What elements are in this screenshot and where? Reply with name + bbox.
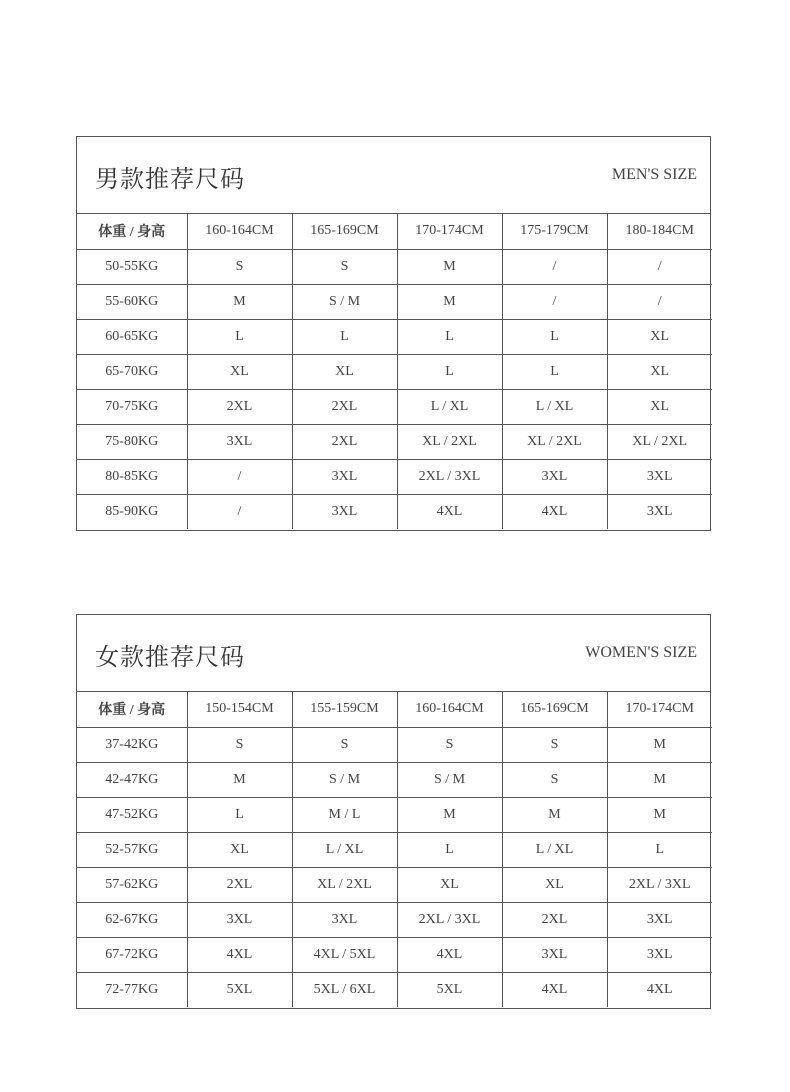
- table-row: [77, 319, 712, 354]
- size-cell: XL / 2XL: [397, 424, 502, 459]
- size-cell: S / M: [292, 284, 397, 319]
- size-cell: L / XL: [397, 389, 502, 424]
- size-cell: M: [607, 727, 712, 762]
- table-row: [77, 937, 712, 972]
- size-cell: 3XL: [292, 902, 397, 937]
- size-cell: 2XL / 3XL: [397, 902, 502, 937]
- size-cell: 3XL: [502, 459, 607, 494]
- size-cell: L: [397, 832, 502, 867]
- women-size-chart: [76, 614, 711, 1009]
- men-chart-title: 男款推荐尺码: [95, 165, 245, 193]
- women-chart-title: 女款推荐尺码: [95, 643, 245, 671]
- women-chart-subtitle: WOMEN'S SIZE: [585, 644, 697, 661]
- height-header: 155-159CM: [292, 692, 397, 727]
- header-row: [77, 692, 712, 727]
- size-cell: S / M: [292, 762, 397, 797]
- size-cell: /: [607, 284, 712, 319]
- men-chart-header: [77, 137, 710, 214]
- size-cell: L / XL: [502, 832, 607, 867]
- size-cell: 2XL / 3XL: [607, 867, 712, 902]
- men-size-chart: [76, 136, 711, 531]
- size-cell: XL / 2XL: [292, 867, 397, 902]
- size-cell: XL: [397, 867, 502, 902]
- weight-cell: 37-42KG: [77, 727, 187, 762]
- weight-cell: 52-57KG: [77, 832, 187, 867]
- women-size-table: [77, 692, 712, 1007]
- size-cell: XL: [502, 867, 607, 902]
- size-cell: 3XL: [187, 424, 292, 459]
- table-row: [77, 832, 712, 867]
- size-cell: M: [187, 284, 292, 319]
- height-header: 160-164CM: [187, 214, 292, 249]
- size-cell: /: [187, 459, 292, 494]
- size-cell: M: [607, 797, 712, 832]
- size-cell: S: [292, 249, 397, 284]
- table-row: [77, 762, 712, 797]
- size-cell: 3XL: [607, 459, 712, 494]
- weight-cell: 67-72KG: [77, 937, 187, 972]
- size-cell: 2XL / 3XL: [397, 459, 502, 494]
- size-cell: XL: [187, 354, 292, 389]
- weight-cell: 55-60KG: [77, 284, 187, 319]
- size-cell: M: [502, 797, 607, 832]
- size-cell: 4XL: [646, 981, 673, 997]
- table-row: [77, 459, 712, 494]
- size-cell: XL: [607, 354, 712, 389]
- size-cell: 4XL: [502, 972, 607, 1007]
- size-cell: S: [187, 249, 292, 284]
- size-cell: M: [187, 762, 292, 797]
- size-cell: S: [502, 762, 607, 797]
- table-row: [77, 902, 712, 937]
- size-cell: XL: [607, 319, 712, 354]
- size-cell: /: [502, 284, 607, 319]
- size-cell: L / XL: [292, 832, 397, 867]
- size-cell: L: [397, 319, 502, 354]
- size-cell: S: [397, 727, 502, 762]
- weight-cell: 50-55KG: [77, 249, 187, 284]
- weight-cell: 72-77KG: [77, 972, 187, 1007]
- size-cell: M: [607, 762, 712, 797]
- size-cell: L: [187, 797, 292, 832]
- table-row: [77, 797, 712, 832]
- height-header: 165-169CM: [502, 692, 607, 727]
- size-cell: 5XL: [187, 972, 292, 1007]
- table-row: [77, 972, 712, 1007]
- size-cell: M / L: [292, 797, 397, 832]
- height-header: 150-154CM: [187, 692, 292, 727]
- size-cell: L / XL: [502, 389, 607, 424]
- size-cell: 2XL: [292, 424, 397, 459]
- size-cell: L: [502, 319, 607, 354]
- table-row: [77, 249, 712, 284]
- size-cell: 3XL: [646, 503, 673, 519]
- weight-cell: 65-70KG: [77, 354, 187, 389]
- height-header: 165-169CM: [292, 214, 397, 249]
- weight-cell: 62-67KG: [77, 902, 187, 937]
- size-cell: 3XL: [187, 902, 292, 937]
- weight-cell: 57-62KG: [77, 867, 187, 902]
- size-cell: 5XL: [397, 972, 502, 1007]
- size-cell: L: [607, 832, 712, 867]
- weight-cell: 42-47KG: [77, 762, 187, 797]
- size-cell: S: [292, 727, 397, 762]
- size-cell: 3XL: [292, 494, 397, 529]
- size-cell: XL / 2XL: [502, 424, 607, 459]
- size-cell: 3XL: [502, 937, 607, 972]
- weight-cell: 47-52KG: [77, 797, 187, 832]
- size-cell: 3XL: [607, 902, 712, 937]
- table-row: [77, 389, 712, 424]
- size-cell: S: [187, 727, 292, 762]
- size-cell: 2XL: [187, 867, 292, 902]
- table-row: [77, 494, 712, 529]
- size-cell: 4XL / 5XL: [292, 937, 397, 972]
- height-header: 160-164CM: [397, 692, 502, 727]
- table-row: [77, 424, 712, 459]
- table-row: [77, 867, 712, 902]
- size-cell: 4XL: [397, 937, 502, 972]
- size-cell: L: [292, 319, 397, 354]
- size-cell: M: [397, 249, 502, 284]
- size-cell: /: [502, 249, 607, 284]
- height-header: 175-179CM: [502, 214, 607, 249]
- size-cell: XL: [292, 354, 397, 389]
- table-row: [77, 354, 712, 389]
- weight-cell: 70-75KG: [77, 389, 187, 424]
- size-cell: XL: [187, 832, 292, 867]
- size-cell: 4XL: [502, 494, 607, 529]
- size-cell: M: [397, 284, 502, 319]
- weight-cell: 80-85KG: [77, 459, 187, 494]
- size-cell: XL: [607, 389, 712, 424]
- size-cell: L: [397, 354, 502, 389]
- size-cell: 2XL: [187, 389, 292, 424]
- size-cell: S: [502, 727, 607, 762]
- weight-height-corner-label: 体重 / 身高: [77, 214, 187, 249]
- women-chart-header: [77, 615, 710, 692]
- height-header: 170-174CM: [607, 692, 712, 727]
- men-size-table: [77, 214, 712, 529]
- size-cell: /: [607, 249, 712, 284]
- weight-height-corner-label: 体重 / 身高: [77, 692, 187, 727]
- height-header: 170-174CM: [397, 214, 502, 249]
- size-cell: L: [187, 319, 292, 354]
- size-cell: S / M: [397, 762, 502, 797]
- size-cell: 4XL: [187, 937, 292, 972]
- size-cell: 4XL: [397, 494, 502, 529]
- table-row: [77, 284, 712, 319]
- size-cell: 3XL: [607, 937, 712, 972]
- weight-cell: 75-80KG: [77, 424, 187, 459]
- size-cell: XL / 2XL: [607, 424, 712, 459]
- height-header: 180-184CM: [607, 214, 712, 249]
- size-cell: 5XL / 6XL: [292, 972, 397, 1007]
- weight-cell: 85-90KG: [77, 494, 187, 529]
- size-cell: /: [187, 494, 292, 529]
- table-row: [77, 727, 712, 762]
- size-cell: L: [502, 354, 607, 389]
- men-chart-subtitle: MEN'S SIZE: [611, 166, 697, 183]
- size-cell: 2XL: [502, 902, 607, 937]
- size-cell: 3XL: [292, 459, 397, 494]
- size-cell: M: [397, 797, 502, 832]
- weight-cell: 60-65KG: [77, 319, 187, 354]
- size-cell: 2XL: [292, 389, 397, 424]
- header-row: [77, 214, 712, 249]
